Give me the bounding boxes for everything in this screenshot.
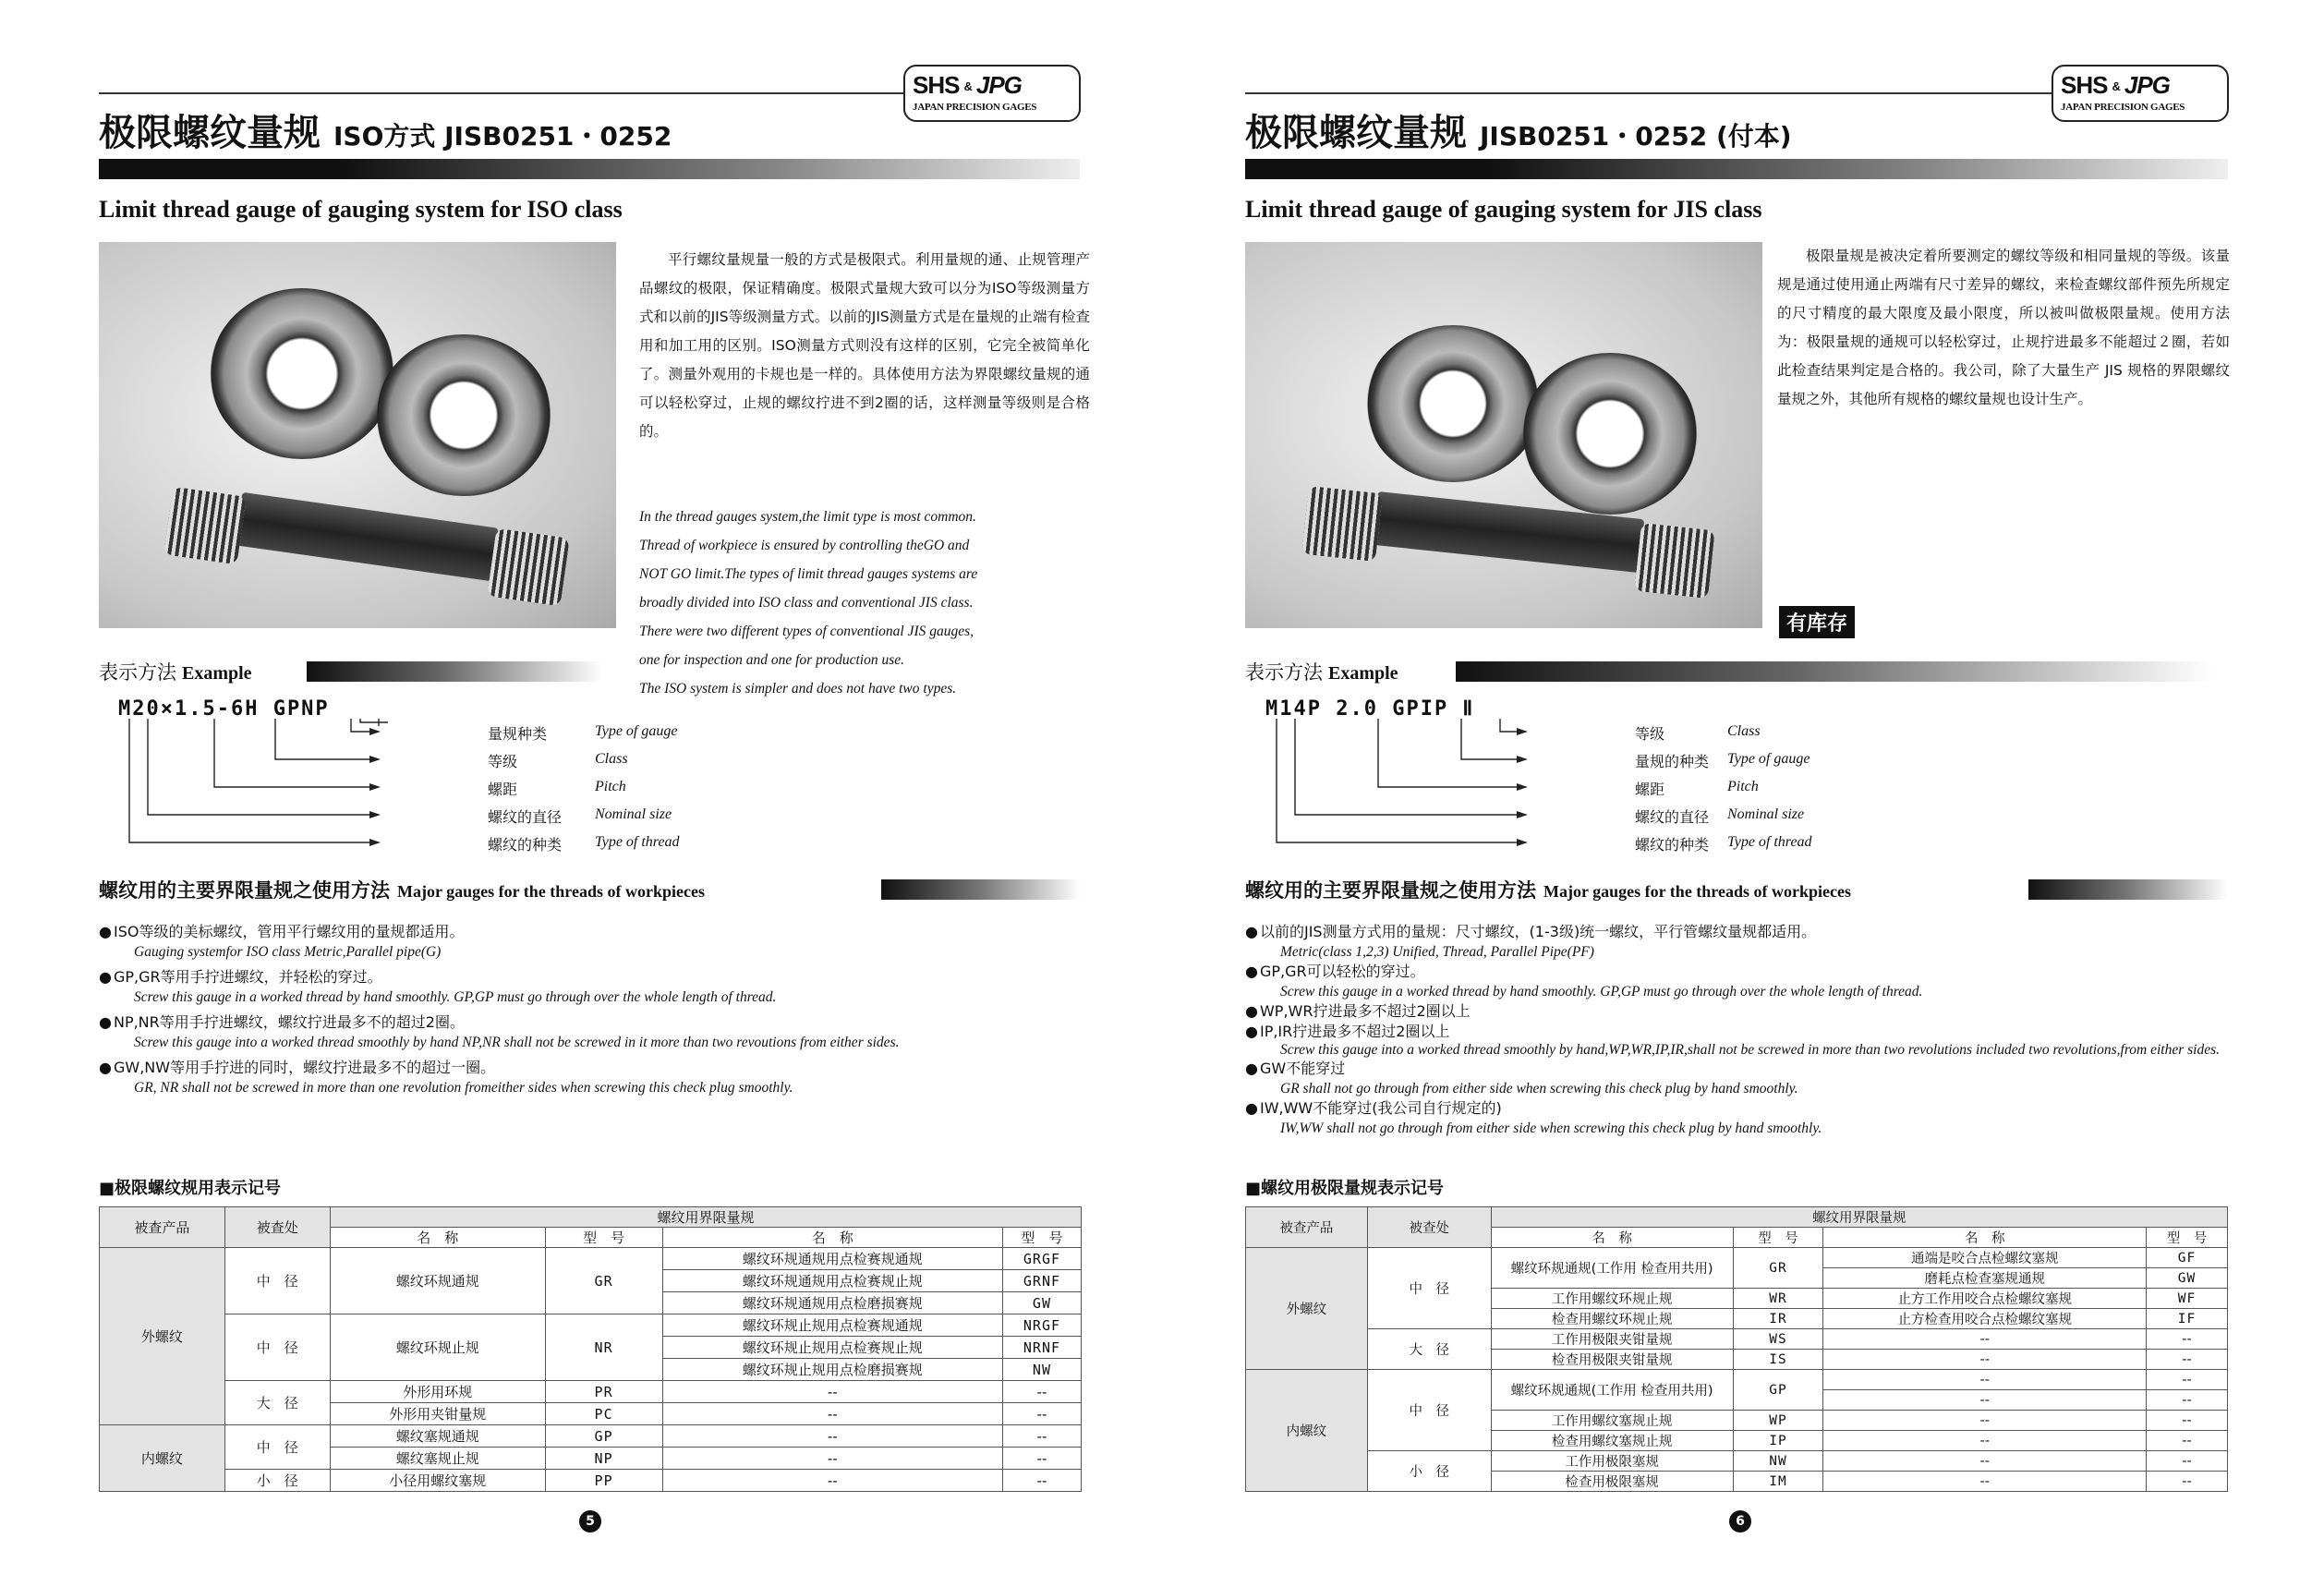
table-row: [100, 1314, 1082, 1337]
table-cell: --: [1823, 1370, 2147, 1390]
table-cell: GW: [1002, 1292, 1081, 1314]
table-cell: --: [2147, 1329, 2228, 1350]
table-cell: --: [1823, 1451, 2147, 1472]
product-photo: [1245, 242, 1762, 628]
table-header-cell: 名 称: [1823, 1228, 2147, 1248]
table-cell: --: [662, 1470, 1002, 1492]
table-cell: GW: [2147, 1268, 2228, 1289]
usage-list: [99, 922, 1096, 1103]
usage-text-en: GR shall not go through from either side when screwing this check plug by hand smoothly.: [1280, 1081, 1798, 1096]
table-row: [1246, 1207, 2228, 1228]
table-cell: PP: [545, 1470, 662, 1492]
symbol-table: [99, 1206, 1082, 1492]
table-cell: 检查用极限塞规: [1491, 1472, 1733, 1492]
table-cell: NW: [1733, 1451, 1823, 1472]
table-header-cell: 型 号: [1733, 1228, 1823, 1248]
table-cell: 中 径: [224, 1248, 330, 1314]
table-cell: IM: [1733, 1472, 1823, 1492]
usage-heading: 螺纹用的主要界限量规之使用方法 Major gauges for the threads of workpieces: [1245, 879, 1851, 902]
table-cell: 中 径: [224, 1314, 330, 1381]
usage-text-en: Screw this gauge into a worked thread smoothly by hand NP,NR shall not be screwed in it more than two revoutions from either sides.: [134, 1035, 900, 1050]
table-cell: IS: [1733, 1350, 1823, 1370]
table-cell: 中 径: [224, 1425, 330, 1470]
table-row: [1246, 1451, 2228, 1472]
table-cell: 螺纹环规止规用点检赛规止规: [662, 1337, 1002, 1359]
header-rule: [99, 92, 912, 94]
example-code: M20×1.5-6H GPNP: [118, 697, 330, 721]
table-cell: GRNF: [1002, 1270, 1081, 1292]
table-cell: 螺纹环规通规用点检赛规止规: [662, 1270, 1002, 1292]
table-cell: 工作用螺纹环规止规: [1491, 1289, 1733, 1309]
usage-text-zh: ● IW,WW不能穿过(我公司自行规定的): [1245, 1098, 2243, 1119]
usage-item: [1245, 1001, 2243, 1022]
table-cell: 检查用螺纹环规止规: [1491, 1309, 1733, 1329]
usage-bar: [2028, 879, 2228, 900]
table-cell: NRNF: [1002, 1337, 1081, 1359]
table-header-cell: 螺纹用界限量规: [1491, 1207, 2227, 1228]
table-cell: IP: [1733, 1431, 1823, 1451]
table-cell: WP: [1733, 1411, 1823, 1431]
table-row: [1246, 1370, 2228, 1390]
example-leader-lines: [1258, 711, 1628, 864]
brand-logo: SHS & JPG JAPAN PRECISION GAGES: [903, 65, 1081, 122]
usage-item: [99, 922, 1096, 962]
table-cell: --: [1002, 1448, 1081, 1470]
table-cell: 小 径: [1367, 1451, 1491, 1492]
title-gradient-bar: [99, 159, 1080, 179]
usage-item: [1245, 922, 2243, 962]
table-cell: --: [2147, 1431, 2228, 1451]
table-cell: IR: [1733, 1309, 1823, 1329]
stock-badge: 有库存: [1779, 606, 1855, 638]
usage-item: [1245, 1098, 2243, 1138]
usage-text-en: Gauging systemfor ISO class Metric,Parallel pipe(G): [134, 944, 442, 960]
table-cell: 检查用螺纹塞规止规: [1491, 1431, 1733, 1451]
table-cell: 大 径: [1367, 1329, 1491, 1370]
table-cell: 外形用环规: [330, 1381, 545, 1403]
table-cell: IF: [2147, 1309, 2228, 1329]
table-cell: --: [1823, 1329, 2147, 1350]
usage-item: [1245, 1059, 2243, 1098]
table-cell: GRGF: [1002, 1248, 1081, 1270]
table-cell: --: [1002, 1470, 1081, 1492]
table-cell: NW: [1002, 1359, 1081, 1381]
table-cell: 小 径: [224, 1470, 330, 1492]
usage-item: [1245, 1022, 2243, 1059]
example-code: M14P 2.0 GPIP Ⅱ: [1265, 697, 1475, 721]
table-cell: GP: [1733, 1370, 1823, 1411]
table-cell: --: [1823, 1350, 2147, 1370]
table-cell: --: [2147, 1390, 2228, 1411]
english-title: Limit thread gauge of gauging system for JIS class: [1245, 196, 1762, 223]
table-row: [1246, 1329, 2228, 1350]
table-cell: PC: [545, 1403, 662, 1425]
table-cell: --: [1002, 1403, 1081, 1425]
table-cell: --: [662, 1381, 1002, 1403]
table-cell: --: [2147, 1411, 2228, 1431]
usage-text-en: Screw this gauge in a worked thread by hand smoothly. GP,GP must go through over the whole length of thread.: [134, 989, 777, 1005]
table-cell: 内螺纹: [1246, 1370, 1368, 1492]
table-cell: 检查用极限夹钳量规: [1491, 1350, 1733, 1370]
table-cell: 工作用极限夹钳量规: [1491, 1329, 1733, 1350]
table-row: [100, 1207, 1082, 1228]
usage-text-zh: ● NP,NR等用手拧进螺纹，螺纹拧进最多不的超过2圈。: [99, 1012, 1096, 1033]
title-gradient-bar: [1245, 159, 2228, 179]
table-header-cell: 被查处: [1367, 1207, 1491, 1248]
symbol-table: [1245, 1206, 2228, 1492]
table-cell: NR: [545, 1314, 662, 1381]
example-heading: 表示方法 Example: [1245, 661, 1398, 684]
table-cell: 螺纹塞规止规: [330, 1448, 545, 1470]
usage-heading: 螺纹用的主要界限量规之使用方法 Major gauges for the threads of workpieces: [99, 879, 705, 902]
page-title: 极限螺纹量规 ISO方式 JISB0251・0252: [99, 112, 672, 154]
usage-bar: [881, 879, 1081, 900]
table-cell: 工作用螺纹塞规止规: [1491, 1411, 1733, 1431]
usage-item: [99, 1058, 1096, 1097]
usage-text-zh: ● GP,GR等用手拧进螺纹，并轻松的穿过。: [99, 967, 1096, 987]
table-header-cell: 名 称: [330, 1228, 545, 1248]
table-cell: --: [1823, 1390, 2147, 1411]
table-row: [100, 1248, 1082, 1270]
table-header-cell: 型 号: [545, 1228, 662, 1248]
table-cell: 螺纹环规通规: [330, 1248, 545, 1314]
table-cell: --: [1823, 1431, 2147, 1451]
table-cell: 磨耗点检查塞规通规: [1823, 1268, 2147, 1289]
table-header-cell: 被查产品: [100, 1207, 225, 1248]
table-header-cell: 名 称: [1491, 1228, 1733, 1248]
product-photo: [99, 242, 616, 628]
table-cell: --: [2147, 1472, 2228, 1492]
usage-text-en: Screw this gauge into a worked thread smoothly by hand,WP,WR,IP,IR,shall not be screwed in more than two revolutions included two revolutions,from either sides.: [1280, 1042, 2221, 1058]
table-cell: WF: [2147, 1289, 2228, 1309]
table-title: ■极限螺纹规用表示记号: [99, 1179, 282, 1198]
table-cell: NRGF: [1002, 1314, 1081, 1337]
table-cell: --: [1002, 1425, 1081, 1448]
table-cell: WS: [1733, 1329, 1823, 1350]
table-cell: 小径用螺纹塞规: [330, 1470, 545, 1492]
table-cell: GP: [545, 1425, 662, 1448]
usage-text-zh: ● GW,NW等用手拧进的同时，螺纹拧进最多不的超过一圈。: [99, 1058, 1096, 1078]
table-cell: 螺纹环规通规用点检磨损赛规: [662, 1292, 1002, 1314]
usage-text-en: IW,WW shall not go through from either side when screwing this check plug by hand smoothly.: [1280, 1121, 1822, 1136]
table-header-cell: 被查处: [224, 1207, 330, 1248]
table-row: [100, 1425, 1082, 1448]
table-cell: 大 径: [224, 1381, 330, 1425]
table-cell: 螺纹环规止规: [330, 1314, 545, 1381]
usage-text-zh: ● ISO等级的美标螺纹，管用平行螺纹用的量规都适用。: [99, 922, 1096, 942]
table-cell: GR: [545, 1248, 662, 1314]
table-cell: 内螺纹: [100, 1425, 225, 1492]
example-diagram: 等级 Class 量规的种类 Type of gauge 螺距 Pitch 螺纹的直径 Nominal size 螺纹的种类 Type of thread: [1258, 711, 1775, 864]
description-zh: 极限量规是被决定着所要测定的螺纹等级和相同量规的等级。该量规是通过使用通止两端有尺寸差异的螺纹，来检查螺纹部件预先所规定的尺寸精度的最大限度及最小限度，所以被叫做极限量规。使用方法为：极限量规的通规可以轻松穿过，止规拧进最多不能超过２圈，若如此检查结果判定是合格的。我公司，除了大量生产 JIS 规格的界限螺纹量规之外，其他所有规格的螺纹量规也设计生产。: [1777, 248, 2230, 407]
usage-item: [99, 967, 1096, 1007]
page-title: 极限螺纹量规 JISB0251・0252 (付本): [1245, 112, 1792, 154]
table-cell: --: [1823, 1411, 2147, 1431]
table-cell: --: [2147, 1350, 2228, 1370]
example-leader-lines: [111, 711, 480, 864]
usage-text-zh: ● 以前的JIS测量方式用的量规：尺寸螺纹，(1-3级)统一螺纹，平行管螺纹量规都适用。: [1245, 922, 2243, 942]
example-diagram: 量规种类 Type of gauge 等级 Class 螺距 Pitch 螺纹的直径 Nominal size 螺纹的种类 Type of thread: [111, 711, 628, 864]
usage-text-en: GR, NR shall not be screwed in more than one revolution fromeither sides when screwing this check plug smoothly.: [134, 1080, 793, 1096]
table-header-cell: 型 号: [1002, 1228, 1081, 1248]
table-cell: GF: [2147, 1248, 2228, 1268]
table-title: ■螺纹用极限量规表示记号: [1245, 1179, 1445, 1198]
table-cell: --: [1002, 1381, 1081, 1403]
page-number: 5: [579, 1510, 601, 1532]
table-cell: 螺纹环规通规(工作用 检查用共用): [1491, 1248, 1733, 1289]
usage-text-en: Screw this gauge in a worked thread by hand smoothly. GP,GP must go through over the whole length of thread.: [1280, 984, 1923, 999]
example-bar: [1456, 661, 2213, 682]
right-page: [1162, 0, 2324, 1587]
table-cell: 螺纹环规止规用点检赛规通规: [662, 1314, 1002, 1337]
usage-list: [1245, 922, 2243, 1138]
table-cell: WR: [1733, 1289, 1823, 1309]
table-cell: --: [662, 1448, 1002, 1470]
usage-text-en: Metric(class 1,2,3) Unified, Thread, Parallel Pipe(PF): [1280, 944, 1594, 960]
table-cell: 止方检查用咬合点检螺纹塞规: [1823, 1309, 2147, 1329]
header-rule: [1245, 92, 2058, 94]
table-cell: --: [2147, 1451, 2228, 1472]
table-cell: 工作用极限塞规: [1491, 1451, 1733, 1472]
table-cell: 螺纹环规通规(工作用 检查用共用): [1491, 1370, 1733, 1411]
table-cell: GR: [1733, 1248, 1823, 1289]
table-cell: --: [662, 1403, 1002, 1425]
table-cell: 螺纹塞规通规: [330, 1425, 545, 1448]
table-header-cell: 型 号: [2147, 1228, 2228, 1248]
example-bar: [307, 661, 602, 682]
table-cell: --: [1823, 1472, 2147, 1492]
table-cell: 外螺纹: [1246, 1248, 1368, 1370]
page-number: 6: [1729, 1510, 1751, 1532]
usage-item: [99, 1012, 1096, 1052]
table-cell: 中 径: [1367, 1248, 1491, 1329]
table-cell: 通端是咬合点检螺纹塞规: [1823, 1248, 2147, 1268]
table-cell: PR: [545, 1381, 662, 1403]
table-cell: 螺纹环规通规用点检赛规通规: [662, 1248, 1002, 1270]
table-row: [1246, 1248, 2228, 1268]
brand-logo: SHS & JPG JAPAN PRECISION GAGES: [2052, 65, 2229, 122]
usage-text-zh: ● IP,IR拧进最多不超过2圈以上: [1245, 1022, 2243, 1042]
table-cell: 中 径: [1367, 1370, 1491, 1451]
table-header-cell: 名 称: [662, 1228, 1002, 1248]
english-title: Limit thread gauge of gauging system for ISO class: [99, 196, 623, 223]
example-heading: 表示方法 Example: [99, 661, 252, 684]
usage-text-zh: ● GW不能穿过: [1245, 1059, 2243, 1079]
table-cell: 止方工作用咬合点检螺纹塞规: [1823, 1289, 2147, 1309]
table-cell: NP: [545, 1448, 662, 1470]
table-cell: 外形用夹钳量规: [330, 1403, 545, 1425]
table-row: [100, 1381, 1082, 1403]
table-cell: --: [662, 1425, 1002, 1448]
table-cell: --: [2147, 1370, 2228, 1390]
table-header-cell: 被查产品: [1246, 1207, 1368, 1248]
usage-text-zh: ● GP,GR可以轻松的穿过。: [1245, 962, 2243, 982]
table-header-cell: 螺纹用界限量规: [330, 1207, 1081, 1228]
usage-text-zh: ● WP,WR拧进最多不超过2圈以上: [1245, 1001, 2243, 1022]
usage-item: [1245, 962, 2243, 1001]
table-cell: 外螺纹: [100, 1248, 225, 1425]
table-cell: 螺纹环规止规用点检磨损赛规: [662, 1359, 1002, 1381]
table-row: [100, 1470, 1082, 1492]
description-en: In the thread gauges system,the limit type is most common. Thread of workpiece is ensured by controlling theGO and NOT GO limit.The types of limit thread gauges systems are broadly divided into ISO class and conventional JIS class. There were two different types of conventional JIS gauges, one for inspection and one for production use. The ISO system is simpler and does not have two types.: [639, 509, 978, 697]
description-zh: 平行螺纹量规量一般的方式是极限式。利用量规的通、止规管理产品螺纹的极限，保证精确度。极限式量规大致可以分为ISO等级测量方式和以前的JIS等级测量方式。以前的JIS测量方式是在量规的止端有检查用和加工用的区别。ISO测量方式则没有这样的区别，它完全被简单化了。测量外观用的卡规也是一样的。具体使用方法为界限螺纹量规的通可以轻松穿过，止规的螺纹拧进不到2圈的话，这样测量等级则是合格的。: [639, 251, 1090, 440]
